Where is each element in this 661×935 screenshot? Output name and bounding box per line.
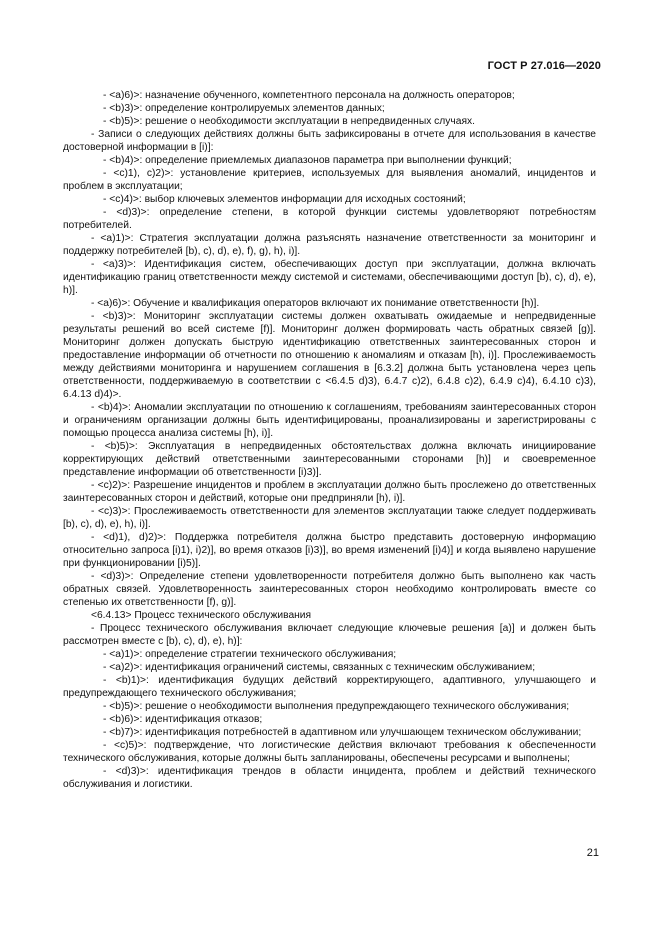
list-item: - <a)1)>: определение стратегии технического обслуживания; <box>103 649 397 660</box>
list-item: - <a)6)>: назначение обученного, компетентного персонала на должность операторов; <box>103 90 515 101</box>
list-item: - <b)1)>: идентификация будущих действий корректирующего, адаптивного, улучшающего и предупреждающего технического обслуживания; <box>63 675 596 699</box>
paragraph: - Записи о следующих действиях должны быть зафиксированы в отчете для использования в качестве достоверной информации в [i)]: <box>63 129 596 153</box>
paragraph: - <c)3)>: Прослеживаемость ответственности для элементов эксплуатации также следует поддерживать [b), c), d), e), h), i)]. <box>63 506 596 530</box>
list-item: - <b)6)>: идентификация отказов; <box>103 714 263 725</box>
paragraph: - Процесс технического обслуживания включает следующие ключевые решения [a)] и должен быть рассмотрен вместе с [b), c), d), e), h)]: <box>63 623 596 647</box>
list-item: - <d)3)>: определение степени, в которой функции системы удовлетворяют потребностям потребителей. <box>63 207 596 231</box>
page-body <box>63 89 596 791</box>
list-item: - <c)5)>: подтверждение, что логистические действия включают требования к обеспеченности технического обслуживания, которые должны быть запланированы, обеспечены ресурсами и выполнены; <box>63 740 596 764</box>
document-code-header: ГОСТ Р 27.016—2020 <box>487 60 601 72</box>
list-item: - <a)2)>: идентификация ограничений системы, связанных с техническим обслуживанием; <box>103 662 536 673</box>
page-number: 21 <box>586 847 599 859</box>
list-item: - <b)4)>: определение приемлемых диапазонов параметра при выполнении функций; <box>103 155 512 166</box>
list-item: - <b)5)>: решение о необходимости выполнения предупреждающего технического обслуживания; <box>103 701 570 712</box>
list-item: - <c)4)>: выбор ключевых элементов информации для исходных состояний; <box>103 194 466 205</box>
paragraph: - <a)1)>: Стратегия эксплуатации должна разъяснять назначение ответственности за мониторинг и поддержку потребителей [b), c), d), e), f), g), h), i)]. <box>63 233 596 257</box>
section-heading: <6.4.13> Процесс технического обслуживания <box>91 610 312 621</box>
list-item: - <b)7)>: идентификация потребностей в адаптивном или улучшающем техническом обслуживании; <box>103 727 582 738</box>
paragraph: - <a)6)>: Обучение и квалификация операторов включают их понимание ответственности [h)]. <box>91 298 540 309</box>
paragraph: - <b)3)>: Мониторинг эксплуатации системы должен охватывать ожидаемые и непредвиденные результаты решений во всей системе [f)]. Мониторинг должен формировать часть обратных связей [g)]. Мониторинг должен допускать быструю идентификацию ответственных заинтересованных сторон и предоставление информации об отчетности по отношению к аномалиям и отказам [h), i)]. Прослеживаемость между действиями мониторинга и нарушением соглашения в [6.3.2] должна быть установлена через цепь ответственности, поддерживаемую в соответствии с <6.4.5 d)3), 6.4.7 c)2), 6.4.8 c)2), 6.4.9 c)4), 6.4.10 c)3), 6.4.13 d)4)>. <box>63 311 596 400</box>
paragraph: - <c)2)>: Разрешение инцидентов и проблем в эксплуатации должно быть прослежено до ответственных заинтересованных сторон и действий, которые они предприняли [h), i)]. <box>63 480 596 504</box>
list-item: - <b)3)>: определение контролируемых элементов данных; <box>103 103 385 114</box>
paragraph: - <a)3)>: Идентификация систем, обеспечивающих доступ при эксплуатации, должна включать идентификацию границ ответственности между системой и системами, обеспечивающими доступ [b), c), d), e), h)]. <box>63 259 596 296</box>
paragraph: - <d)3)>: Определение степени удовлетворенности потребителя должно быть выполнено как часть обратных связей. Удовлетворенность заинтересованных сторон необходимо контролировать вместе со степенью их ответственности [f), g)]. <box>63 571 596 608</box>
list-item: - <d)3)>: идентификация трендов в области инцидента, проблем и действий технического обслуживания и логистики. <box>63 766 596 790</box>
list-item: - <c)1), c)2)>: установление критериев, используемых для выявления аномалий, инцидентов и проблем в эксплуатации; <box>63 168 596 192</box>
paragraph: - <b)4)>: Аномалии эксплуатации по отношению к соглашениям, требованиям заинтересованных сторон и ограничениям организации должны быть идентифицированы, проанализированы и зарегистрированы с помощью процесса анализа системы [h), i)]. <box>63 402 596 439</box>
paragraph: - <d)1), d)2)>: Поддержка потребителя должна быстро представить достоверную информацию относительно запроса [i)1), i)2)], во время отказов [i)3)], во время изменений [i)4)] и когда выявлено нарушение при функционировании [i)5)]. <box>63 532 596 569</box>
paragraph: - <b)5)>: Эксплуатация в непредвиденных обстоятельствах должна включать инициирование корректирующих действий ответственными заинтересованными сторонами [h)] и своевременное представление информации об ответственности [i)3)]. <box>63 441 596 478</box>
list-item: - <b)5)>: решение о необходимости эксплуатации в непредвиденных случаях. <box>103 116 475 127</box>
